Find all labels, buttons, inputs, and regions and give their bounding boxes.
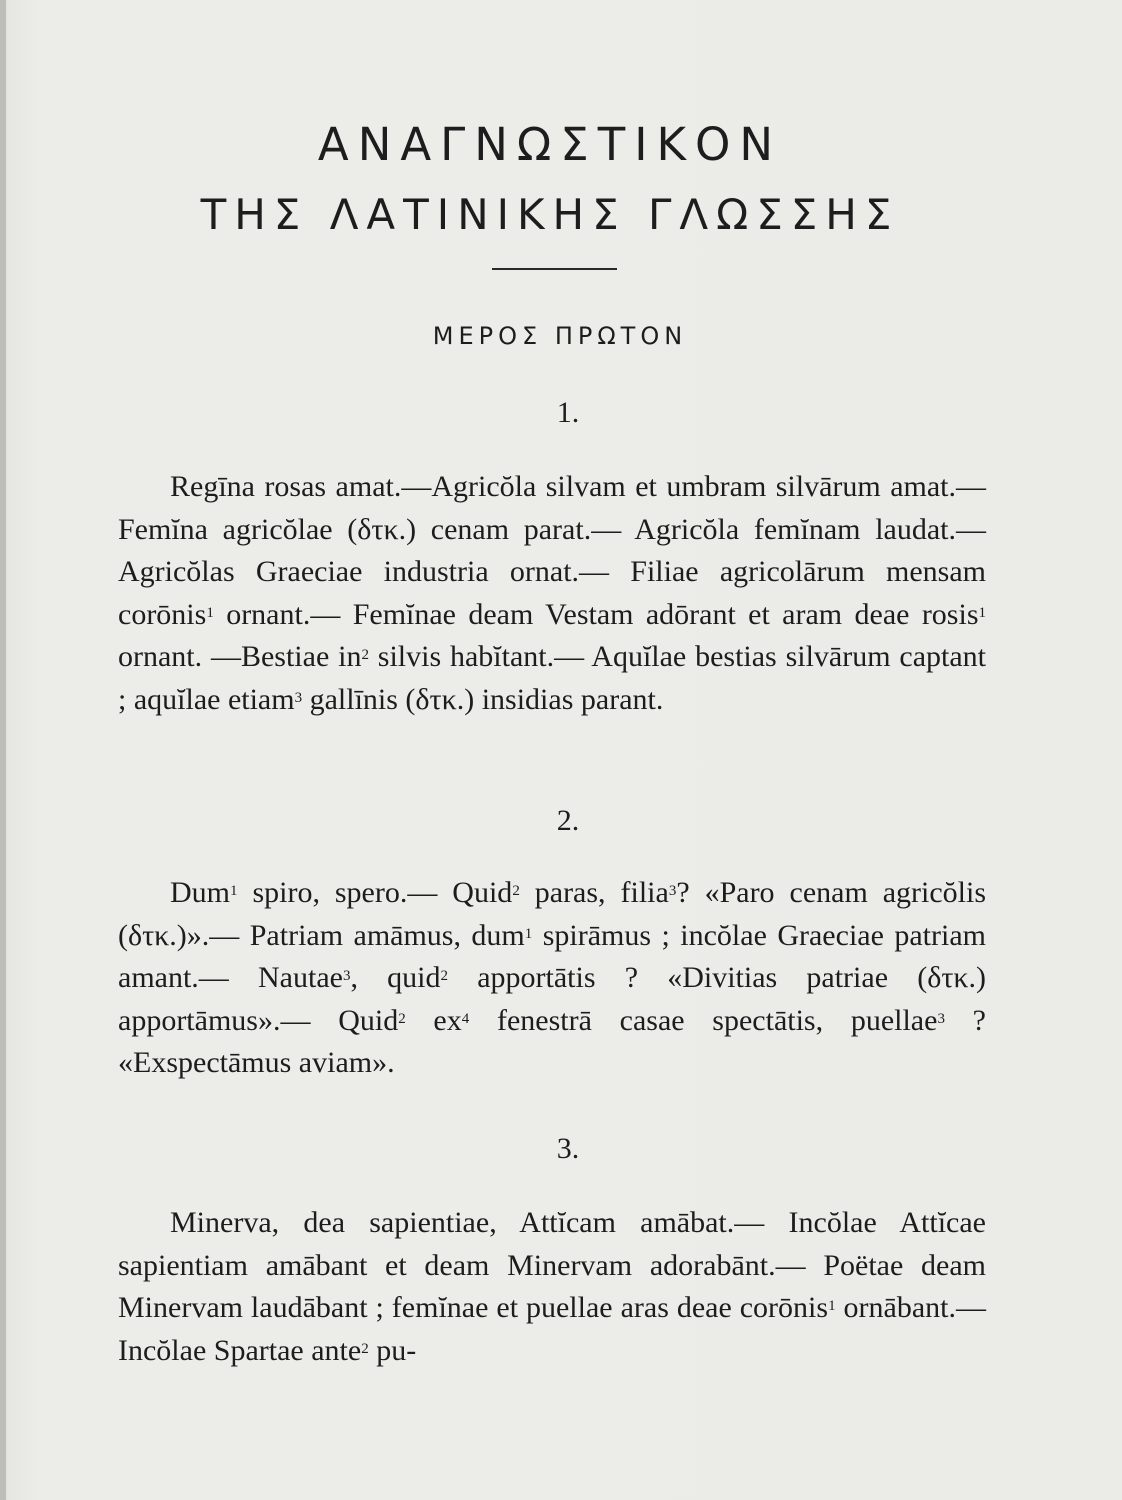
text-run: apportātis ? «Divitias patriae (δτκ.) apportāmus».— Quid — [118, 961, 987, 1037]
exercise-text — [118, 872, 986, 1085]
footnote-marker: 1 — [978, 604, 986, 621]
text-run: fenestrā casae spectātis, puellae — [469, 1003, 938, 1037]
text-run: ornant.— Femĭnae deam Vestam adōrant et aram deae rosis — [213, 597, 979, 631]
footnote-marker: 3 — [937, 1010, 945, 1027]
text-run: paras, filia — [519, 876, 669, 909]
footnote-marker: 4 — [461, 1010, 470, 1027]
page-title: ΑΝΑΓΝΩΣΤΙΚΟΝ — [317, 118, 783, 171]
footnote-marker: 1 — [230, 883, 238, 899]
exercise-number: 3. — [556, 1132, 580, 1165]
footnote-marker: 2 — [361, 1340, 369, 1357]
text-run: ornābant.— Incŏlae Spartae ante — [118, 1291, 986, 1367]
page-subtitle: ΤΗΣ ΛΑΤΙΝΙΚΗΣ ΓΛΩΣΣΗΣ — [200, 190, 900, 239]
text-run: ornant. —Bestiae in — [118, 640, 362, 673]
footnote-marker: 2 — [440, 968, 448, 984]
footnote-marker: 3 — [668, 883, 677, 899]
text-run: Regīna rosas amat.—Agricŏla silvam et umbram silvārum amat.— Femĭna agricŏlae (δτκ.) cenam parat.— Agricŏla femĭnam laudat.— Agricŏlas Graeciae industria ornat.— Filiae agricolārum mensam corōnis — [118, 470, 986, 631]
footnote-marker: 1 — [828, 1298, 836, 1314]
text-run: ? «Exspectāmus aviam». — [118, 1003, 986, 1079]
text-run: ? «Paro cenam agricŏlis (δτκ.)».— Patriam amāmus, dum — [118, 876, 987, 952]
text-run: spiro, spero.— Quid — [237, 876, 513, 909]
footnote-marker: 3 — [294, 689, 303, 706]
exercise-number: 1. — [556, 396, 580, 429]
text-run: Dum — [170, 876, 230, 909]
text-run: Minerva, dea sapientiae, Attĭcam amābat.— Incŏlae Attĭcae sapientiam amābant et deam Minervam adorabānt.— Poëtae deam Minervam laudābant ; femĭnae et puellae aras deae corōnis — [118, 1206, 986, 1324]
exercise-text — [118, 466, 986, 721]
text-run: , quid — [350, 961, 441, 994]
footnote-marker: 2 — [361, 647, 369, 663]
exercise-text — [118, 1202, 986, 1372]
footnote-marker: 1 — [206, 604, 214, 621]
text-run: silvis habĭtant.— Aquĭlae bestias silvārum captant ; aquĭlae etiam — [118, 640, 986, 716]
text-run: gallīnis (δτκ.) insidias parant. — [302, 682, 664, 716]
section-heading: ΜΕΡΟΣ ΠΡΩΤΟΝ — [432, 322, 688, 350]
footnote-marker: 2 — [512, 883, 520, 899]
footnote-marker: 2 — [398, 1010, 406, 1027]
footnote-marker: 3 — [342, 968, 351, 984]
footnote-marker: 1 — [524, 925, 533, 942]
text-run: spirāmus ; incŏlae Graeciae patriam amant.— Nautae — [118, 918, 986, 994]
exercise-number: 2. — [556, 804, 580, 837]
text-run: ex — [405, 1003, 462, 1037]
text-run: pu- — [368, 1333, 417, 1367]
title-divider — [492, 268, 617, 270]
